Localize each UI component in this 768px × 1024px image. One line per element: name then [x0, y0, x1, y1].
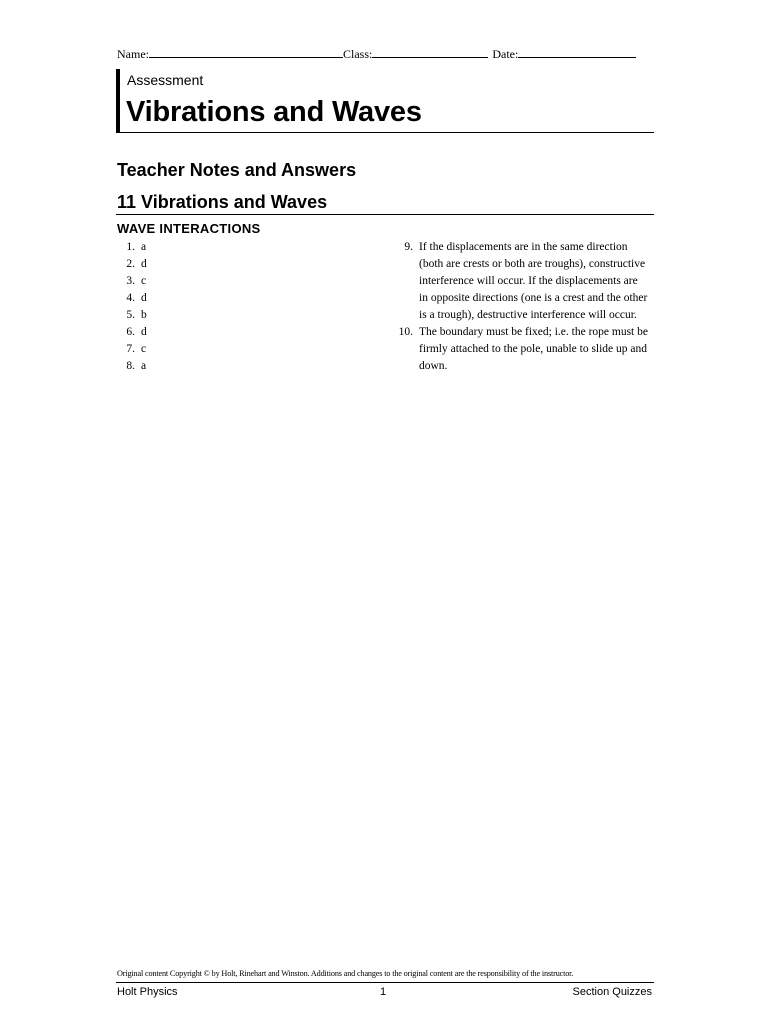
answer-item — [380, 239, 648, 324]
answer-item — [117, 358, 367, 375]
subsection-heading: WAVE INTERACTIONS — [117, 221, 261, 236]
title-underline — [116, 132, 654, 133]
answer-item — [117, 341, 367, 358]
copyright-notice: Original content Copyright © by Holt, Rinehart and Winston. Additions and changes to the original content are the responsibility of the instructor. — [117, 969, 574, 978]
answer-text: a — [141, 241, 147, 253]
answer-text: The boundary must be fixed; i.e. the rope must be firmly attached to the pole, unable to slide up and down. — [419, 326, 648, 372]
answer-text: c — [141, 343, 147, 355]
class-label: Class: — [343, 47, 373, 61]
answer-text: b — [141, 309, 147, 321]
answer-item — [117, 324, 367, 341]
answer-number: 3. — [126, 275, 135, 287]
answer-list-right — [380, 239, 648, 375]
footer-page-number: 1 — [380, 986, 387, 998]
date-label: Date: — [492, 47, 519, 61]
section-heading: Teacher Notes and Answers — [117, 160, 357, 180]
page-title: Vibrations and Waves — [126, 96, 422, 128]
name-label: Name: — [117, 47, 149, 61]
footer-rule — [116, 982, 654, 983]
student-info-line — [117, 46, 657, 62]
answer-number: 10. — [398, 326, 413, 338]
footer-book-title: Holt Physics — [117, 986, 178, 998]
chapter-underline — [116, 214, 654, 215]
answer-text: a — [141, 360, 147, 372]
class-blank — [372, 46, 488, 58]
answer-text: d — [141, 326, 147, 338]
answer-number: 1. — [126, 241, 135, 253]
title-left-rule — [116, 69, 120, 133]
assessment-kicker: Assessment — [127, 72, 204, 88]
answer-item — [117, 290, 367, 307]
answer-text: If the displacements are in the same direction (both are crests or both are troughs), constructive interference will occur. If the displacements are in opposite directions (one is a crest and the other is a trough), destructive interference will occur. — [419, 241, 648, 321]
answer-item — [117, 307, 367, 324]
answer-number: 9. — [404, 241, 413, 253]
chapter-heading: 11 Vibrations and Waves — [117, 192, 328, 212]
answer-text: d — [141, 292, 147, 304]
answer-text: d — [141, 258, 147, 270]
date-blank — [518, 46, 636, 58]
footer-section-name: Section Quizzes — [572, 986, 652, 998]
answer-list-left — [117, 239, 367, 375]
answer-text: c — [141, 275, 147, 287]
answer-number: 4. — [126, 292, 135, 304]
answer-item — [380, 324, 648, 375]
name-blank — [149, 46, 343, 58]
answer-item — [117, 256, 367, 273]
answer-number: 5. — [126, 309, 135, 321]
answer-item — [117, 239, 367, 256]
answer-number: 2. — [126, 258, 135, 270]
answer-number: 6. — [126, 326, 135, 338]
answer-number: 8. — [126, 360, 135, 372]
answer-item — [117, 273, 367, 290]
answer-number: 7. — [126, 343, 135, 355]
